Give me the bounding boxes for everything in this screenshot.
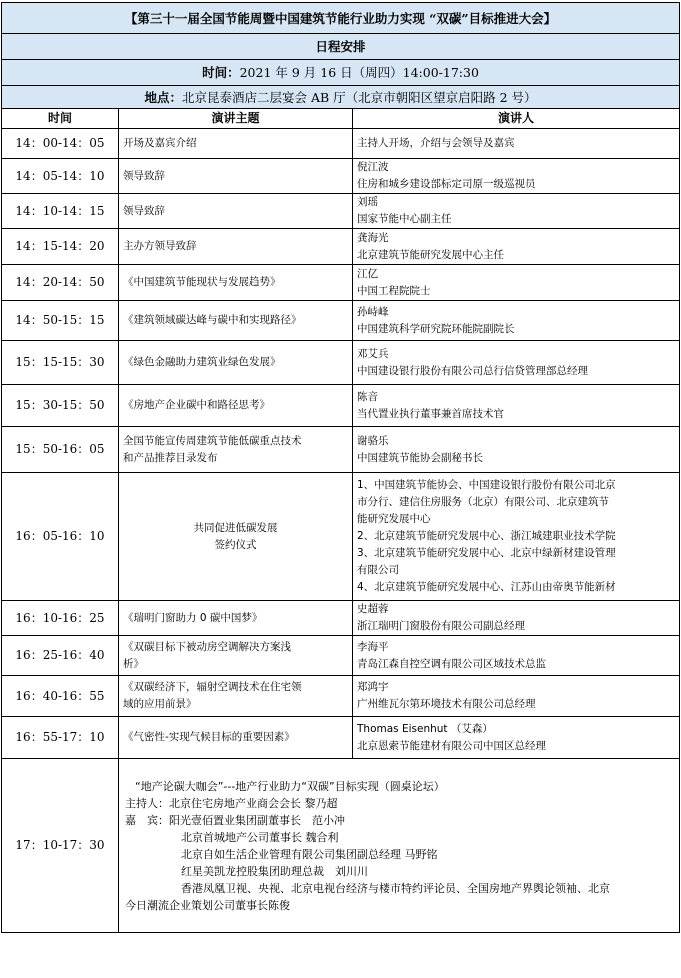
speaker-line: 当代置业执行董事兼首席技术官 bbox=[357, 407, 504, 420]
forum-guest-line bbox=[125, 846, 673, 863]
guest-name: 今日潮流企业策划公司董事长陈俊 bbox=[125, 898, 290, 912]
session-topic bbox=[119, 636, 353, 676]
session-topic bbox=[119, 427, 353, 473]
conference-title: 【第三十一届全国节能周暨中国建筑节能行业助力实现 “双碳”目标推进大会】 bbox=[2, 3, 680, 34]
speaker-line: 龚海光 bbox=[357, 231, 389, 244]
session-topic bbox=[119, 301, 353, 341]
speaker-line: 1、中国建筑节能协会、中国建设银行股份有限公司北京 bbox=[357, 479, 616, 491]
agenda-row bbox=[2, 129, 680, 159]
location-label: 地点： bbox=[144, 89, 182, 105]
speaker-line: 2、北京建筑节能研究发展中心、浙江城建职业技术学院 bbox=[357, 530, 616, 542]
session-speaker bbox=[353, 601, 680, 636]
session-speaker bbox=[353, 427, 680, 473]
speaker-line: 北京建筑节能研究发展中心主任 bbox=[357, 248, 504, 261]
speaker-line: 中国建筑科学研究院环能院副院长 bbox=[357, 322, 515, 335]
session-topic bbox=[119, 473, 353, 601]
speaker-line: Thomas Eisenhut （艾森） bbox=[357, 722, 493, 735]
session-topic bbox=[119, 385, 353, 427]
session-time: 14：50-15：15 bbox=[2, 301, 119, 341]
session-time: 15：50-16：05 bbox=[2, 427, 119, 473]
speaker-line: 中国建筑节能协会副秘书长 bbox=[357, 451, 483, 464]
column-header-row bbox=[2, 109, 680, 129]
topic-line: 开场及嘉宾介绍 bbox=[123, 137, 197, 149]
session-topic bbox=[119, 341, 353, 385]
session-time: 14：05-14：10 bbox=[2, 159, 119, 194]
session-topic bbox=[119, 229, 353, 265]
forum-row bbox=[2, 759, 680, 933]
forum-guest-line bbox=[125, 812, 673, 829]
guests-label: 嘉 宾： bbox=[125, 813, 169, 827]
session-topic bbox=[119, 159, 353, 194]
topic-line: 《建筑领域碳达峰与碳中和实现路径》 bbox=[123, 314, 302, 326]
forum-details bbox=[119, 759, 680, 933]
topic-line: 《双碳经济下，辐射空调技术在住宅领 bbox=[123, 681, 302, 693]
topic-line: 和产品推荐目录发布 bbox=[123, 451, 218, 464]
agenda-row bbox=[2, 229, 680, 265]
guest-name: 北京自如生活企业管理有限公司集团副总经理 马野铭 bbox=[181, 847, 438, 861]
topic-line: 共同促进低碳发展 bbox=[193, 521, 278, 534]
event-time bbox=[2, 60, 680, 86]
speaker-line: 青岛江森自控空调有限公司区域技术总监 bbox=[357, 657, 546, 670]
session-speaker bbox=[353, 473, 680, 601]
session-time: 14：10-14：15 bbox=[2, 194, 119, 229]
title-row bbox=[2, 3, 680, 34]
session-topic bbox=[119, 601, 353, 636]
agenda-row bbox=[2, 265, 680, 301]
session-time: 14：20-14：50 bbox=[2, 265, 119, 301]
session-time: 16：25-16：40 bbox=[2, 636, 119, 676]
session-time: 16：55-17：10 bbox=[2, 717, 119, 759]
topic-line: 《房地产企业碳中和路径思考》 bbox=[123, 399, 270, 411]
time-row bbox=[2, 60, 680, 86]
forum-guest-line bbox=[125, 897, 673, 914]
topic-line: 域的应用前景》 bbox=[123, 698, 197, 710]
topic-line: 领导致辞 bbox=[123, 204, 165, 217]
agenda-row bbox=[2, 473, 680, 601]
agenda-row bbox=[2, 636, 680, 676]
topic-line: 《瑞明门窗助力 0 碳中国梦》 bbox=[123, 611, 263, 624]
forum-guest-line bbox=[125, 829, 673, 846]
session-topic bbox=[119, 265, 353, 301]
speaker-line: 谢骆乐 bbox=[357, 434, 389, 447]
speaker-line: 李海平 bbox=[357, 640, 389, 653]
column-header-speaker: 演讲人 bbox=[353, 109, 680, 129]
forum-time: 17：10-17：30 bbox=[2, 759, 119, 933]
session-speaker bbox=[353, 159, 680, 194]
guest-name: 阳光壹佰置业集团副董事长 范小冲 bbox=[169, 813, 345, 827]
speaker-line: 史超蓉 bbox=[357, 603, 389, 615]
topic-line: 《双碳目标下被动房空调解决方案浅 bbox=[123, 640, 291, 653]
time-value: 2021 年 9 月 16 日（周四）14:00-17:30 bbox=[239, 65, 479, 80]
session-time: 16：40-16：55 bbox=[2, 676, 119, 717]
session-time: 16：05-16：10 bbox=[2, 473, 119, 601]
schedule-table bbox=[1, 2, 680, 933]
session-topic bbox=[119, 676, 353, 717]
speaker-line: 孙峙峰 bbox=[357, 305, 389, 318]
speaker-line: 江亿 bbox=[357, 267, 378, 280]
time-label: 时间： bbox=[202, 65, 240, 80]
speaker-line: 中国建设银行股份有限公司总行信贷管理部总经理 bbox=[357, 364, 588, 377]
session-speaker bbox=[353, 301, 680, 341]
session-topic bbox=[119, 717, 353, 759]
schedule-subtitle: 日程安排 bbox=[2, 34, 680, 60]
column-header-topic: 演讲主题 bbox=[119, 109, 353, 129]
guest-name: 红星美凯龙控股集团助理总裁 刘川川 bbox=[181, 864, 368, 878]
session-topic bbox=[119, 129, 353, 159]
session-speaker bbox=[353, 341, 680, 385]
session-speaker bbox=[353, 194, 680, 229]
speaker-line: 倪江波 bbox=[357, 161, 389, 173]
topic-line: 析》 bbox=[123, 657, 144, 670]
session-speaker bbox=[353, 265, 680, 301]
forum-guest-line bbox=[125, 880, 673, 897]
speaker-line: 郑鸿宇 bbox=[357, 681, 389, 693]
forum-guest-line bbox=[125, 863, 673, 880]
session-speaker bbox=[353, 636, 680, 676]
speaker-line: 4、北京建筑节能研究发展中心、江苏山由帝奥节能新材 bbox=[357, 581, 616, 593]
agenda-row bbox=[2, 601, 680, 636]
session-time: 15：15-15：30 bbox=[2, 341, 119, 385]
speaker-line: 主持人开场，介绍与会领导及嘉宾 bbox=[357, 137, 515, 149]
column-header-time: 时间 bbox=[2, 109, 119, 129]
agenda-row bbox=[2, 717, 680, 759]
session-time: 14：15-14：20 bbox=[2, 229, 119, 265]
topic-line: 全国节能宣传周建筑节能低碳重点技术 bbox=[123, 434, 302, 447]
session-speaker bbox=[353, 676, 680, 717]
agenda-row bbox=[2, 341, 680, 385]
speaker-line: 北京恩索节能建材有限公司中国区总经理 bbox=[357, 739, 546, 752]
speaker-line: 市分行、建信住房服务（北京）有限公司、北京建筑节 bbox=[357, 496, 609, 508]
topic-line: 《绿色金融助力建筑业绿色发展》 bbox=[123, 356, 281, 368]
speaker-line: 广州维瓦尔第环境技术有限公司总经理 bbox=[357, 698, 536, 710]
session-speaker bbox=[353, 129, 680, 159]
speaker-line: 陈音 bbox=[357, 390, 378, 403]
session-speaker bbox=[353, 229, 680, 265]
speaker-line: 能研究发展中心 bbox=[357, 513, 431, 525]
session-time: 15：30-15：50 bbox=[2, 385, 119, 427]
speaker-line: 住房和城乡建设部标定司原一级巡视员 bbox=[357, 178, 536, 190]
location-value: 北京昆泰酒店二层宴会 AB 厅（北京市朝阳区望京启阳路 2 号） bbox=[181, 89, 537, 105]
subtitle-row bbox=[2, 34, 680, 60]
event-location bbox=[2, 86, 680, 109]
speaker-line: 有限公司 bbox=[357, 564, 399, 576]
forum-host: 主持人：北京住宅房地产业商会会长 黎乃超 bbox=[125, 796, 338, 810]
session-time: 14：00-14：05 bbox=[2, 129, 119, 159]
topic-line: 《气密性-实现气候目标的重要因素》 bbox=[123, 731, 295, 743]
topic-line: 《中国建筑节能现状与发展趋势》 bbox=[123, 276, 281, 288]
speaker-line: 中国工程院院士 bbox=[357, 284, 431, 297]
session-time: 16：10-16：25 bbox=[2, 601, 119, 636]
topic-line: 主办方领导致辞 bbox=[123, 240, 197, 252]
speaker-line: 刘瑶 bbox=[357, 196, 378, 208]
session-speaker bbox=[353, 385, 680, 427]
speaker-line: 邓艾兵 bbox=[357, 347, 389, 360]
agenda-row bbox=[2, 159, 680, 194]
topic-line: 领导致辞 bbox=[123, 169, 165, 182]
session-topic bbox=[119, 194, 353, 229]
agenda-row bbox=[2, 301, 680, 341]
agenda-row bbox=[2, 385, 680, 427]
speaker-line: 浙江瑞明门窗股份有限公司副总经理 bbox=[357, 620, 525, 632]
session-speaker bbox=[353, 717, 680, 759]
topic-line: 签约仪式 bbox=[214, 538, 257, 551]
speaker-line: 3、北京建筑节能研究发展中心、北京中绿新材建设管理 bbox=[357, 547, 616, 559]
speaker-line: 国家节能中心副主任 bbox=[357, 213, 452, 225]
guest-name: 北京首城地产公司董事长 魏合利 bbox=[181, 830, 339, 844]
agenda-row bbox=[2, 194, 680, 229]
guest-name: 香港凤凰卫视、央视、北京电视台经济与楼市特约评论员、全国房地产界舆论领袖、北京 bbox=[181, 881, 610, 895]
forum-title: “地产论碳大咖会”---地产行业助力“双碳”目标实现（圆桌论坛） bbox=[135, 779, 445, 793]
agenda-row bbox=[2, 676, 680, 717]
agenda-row bbox=[2, 427, 680, 473]
location-row bbox=[2, 86, 680, 109]
